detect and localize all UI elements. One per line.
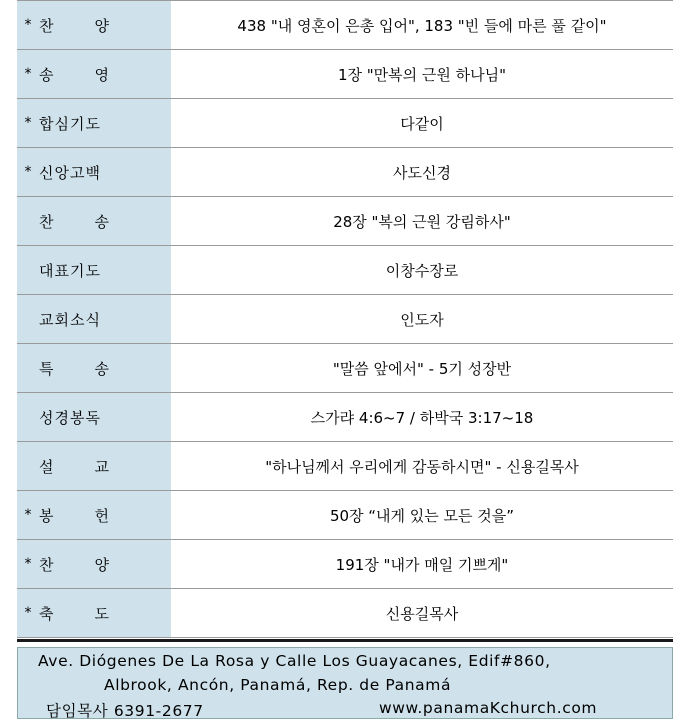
- standing-marker: *: [24, 66, 32, 82]
- service-item-detail: 1장 "만복의 근원 하나님": [171, 50, 673, 99]
- service-item-label: [17, 211, 171, 232]
- service-item-label: [17, 64, 171, 85]
- service-item-label: [17, 554, 171, 575]
- service-row: [17, 50, 673, 99]
- service-item-name: 신앙고백: [39, 163, 101, 182]
- church-website: www.panamaKchurch.com: [379, 699, 598, 717]
- service-item-name: [39, 456, 109, 477]
- service-item-name: 합심기도: [39, 114, 101, 133]
- service-row: [17, 295, 673, 344]
- service-item-name: [39, 505, 109, 526]
- service-item-label: [17, 603, 171, 624]
- service-item-name-char: 헌: [94, 506, 109, 525]
- standing-marker: *: [24, 507, 32, 523]
- service-item-name-char: 교: [94, 457, 109, 476]
- service-item-detail: 28장 "복의 근원 강림하사": [171, 197, 673, 246]
- service-item-label-cell: [17, 1, 171, 50]
- service-item-detail: 50장 “내게 있는 모든 것을”: [171, 491, 673, 540]
- address-line-2: Albrook, Ancón, Panamá, Rep. de Panamá: [104, 676, 452, 694]
- service-item-detail: "하나님께서 우리에게 감동하시면" - 신용길목사: [171, 442, 673, 491]
- church-info-footer: [17, 647, 673, 719]
- service-row: [17, 148, 673, 197]
- service-item-label-cell: [17, 393, 171, 442]
- service-item-label: [17, 15, 171, 36]
- service-item-name-char: 송: [39, 65, 54, 84]
- service-item-name: [39, 358, 109, 379]
- order-of-service-table: [17, 0, 673, 638]
- service-item-label-cell: [17, 344, 171, 393]
- standing-marker: *: [24, 164, 32, 180]
- service-item-name: [39, 603, 109, 624]
- service-item-label-cell: [17, 540, 171, 589]
- service-item-name-char: 찬: [39, 555, 54, 574]
- service-item-label-cell: [17, 491, 171, 540]
- service-item-detail: 이창수장로: [171, 246, 673, 295]
- service-row: [17, 442, 673, 491]
- service-item-name-char: 양: [94, 16, 109, 35]
- service-item-label-cell: [17, 589, 171, 638]
- service-item-label: [17, 505, 171, 526]
- service-row: [17, 393, 673, 442]
- footer-divider: [17, 639, 673, 642]
- service-item-detail: 스가랴 4:6~7 / 하박국 3:17~18: [171, 393, 673, 442]
- service-item-label-cell: [17, 99, 171, 148]
- service-item-label-cell: [17, 442, 171, 491]
- service-item-label-cell: [17, 246, 171, 295]
- order-of-service-body: [17, 1, 673, 638]
- service-row: [17, 99, 673, 148]
- service-item-name-char: 도: [94, 604, 109, 623]
- service-item-name-char: 송: [94, 212, 109, 231]
- service-item-detail: 사도신경: [171, 148, 673, 197]
- service-item-name-char: 축: [39, 604, 54, 623]
- service-item-detail: 다같이: [171, 99, 673, 148]
- service-item-name-char: 찬: [39, 212, 54, 231]
- service-item-label: [17, 358, 171, 379]
- service-item-detail: 438 "내 영혼이 은총 입어", 183 "빈 들에 마른 풀 같이": [171, 1, 673, 50]
- service-item-name-char: 봉: [39, 506, 54, 525]
- service-item-detail: 191장 "내가 매일 기쁘게": [171, 540, 673, 589]
- service-item-label: [17, 309, 171, 330]
- standing-marker: *: [24, 556, 32, 572]
- service-row: [17, 1, 673, 50]
- standing-marker: *: [24, 605, 32, 621]
- service-item-name-char: 송: [94, 359, 109, 378]
- service-row: [17, 491, 673, 540]
- service-item-label-cell: [17, 50, 171, 99]
- service-item-label: [17, 113, 171, 134]
- address-line-1: Ave. Diógenes De La Rosa y Calle Los Guayacanes, Edif#860,: [38, 652, 551, 670]
- service-item-label: [17, 456, 171, 477]
- service-item-detail: 인도자: [171, 295, 673, 344]
- service-item-name: [39, 15, 109, 36]
- service-row: [17, 246, 673, 295]
- service-item-label-cell: [17, 295, 171, 344]
- service-row: [17, 197, 673, 246]
- service-row: [17, 344, 673, 393]
- service-item-name: [39, 64, 109, 85]
- service-item-name: 대표기도: [39, 261, 101, 280]
- service-item-name-char: 설: [39, 457, 54, 476]
- standing-marker: *: [24, 17, 32, 33]
- service-item-label: [17, 162, 171, 183]
- service-item-label: [17, 260, 171, 281]
- service-row: [17, 540, 673, 589]
- service-item-detail: 신용길목사: [171, 589, 673, 638]
- service-item-label-cell: [17, 148, 171, 197]
- service-item-name: [39, 211, 109, 232]
- pastor-phone: 담임목사 6391-2677: [46, 702, 204, 720]
- service-item-name-char: 영: [94, 65, 109, 84]
- standing-marker: *: [24, 115, 32, 131]
- service-row: [17, 589, 673, 638]
- service-item-name: [39, 554, 109, 575]
- service-item-name-char: 찬: [39, 16, 54, 35]
- service-item-label-cell: [17, 197, 171, 246]
- service-item-detail: "말씀 앞에서" - 5기 성장반: [171, 344, 673, 393]
- worship-bulletin: [17, 0, 673, 719]
- service-item-name-char: 특: [39, 359, 54, 378]
- service-item-name: 교회소식: [39, 310, 101, 329]
- service-item-name: 성경봉독: [39, 408, 101, 427]
- service-item-label: [17, 407, 171, 428]
- service-item-name-char: 양: [94, 555, 109, 574]
